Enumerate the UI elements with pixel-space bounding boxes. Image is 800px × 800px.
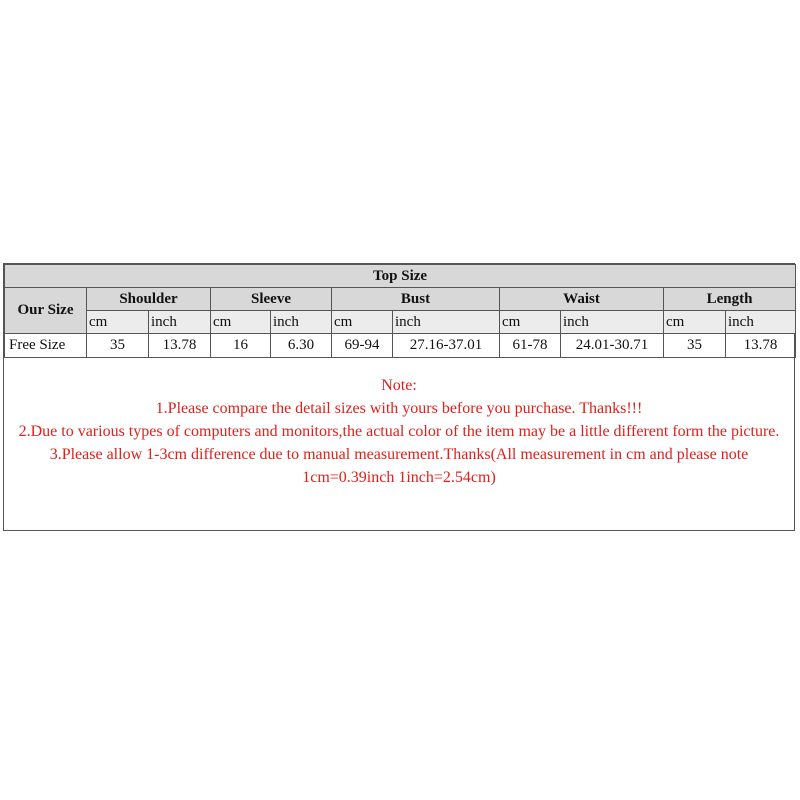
- size-cell: Free Size: [5, 334, 87, 358]
- value-cell: 6.30: [271, 334, 332, 358]
- unit-cell: cm: [664, 311, 726, 334]
- value-cell: 13.78: [726, 334, 796, 358]
- size-chart: [3, 263, 795, 531]
- column-header-sleeve: Sleeve: [211, 288, 332, 311]
- value-cell: 69-94: [332, 334, 393, 358]
- note-line-2: 2.Due to various types of computers and monitors,the actual color of the item may be a little different form the picture.: [18, 423, 780, 440]
- table-title: Top Size: [5, 265, 796, 288]
- column-header-shoulder: Shoulder: [87, 288, 211, 311]
- unit-cell: inch: [393, 311, 500, 334]
- value-cell: 61-78: [500, 334, 561, 358]
- notes-block: [4, 374, 794, 489]
- unit-cell: inch: [561, 311, 664, 334]
- value-cell: 16: [211, 334, 271, 358]
- unit-cell: cm: [87, 311, 149, 334]
- value-cell: 35: [664, 334, 726, 358]
- unit-cell: cm: [211, 311, 271, 334]
- unit-cell: inch: [149, 311, 211, 334]
- unit-cell: inch: [726, 311, 796, 334]
- table-row: [5, 334, 796, 358]
- our-size-header: Our Size: [5, 288, 87, 334]
- value-cell: 27.16-37.01: [393, 334, 500, 358]
- value-cell: 24.01-30.71: [561, 334, 664, 358]
- column-header-waist: Waist: [500, 288, 664, 311]
- column-header-bust: Bust: [332, 288, 500, 311]
- value-cell: 35: [87, 334, 149, 358]
- column-header-length: Length: [664, 288, 796, 311]
- value-cell: 13.78: [149, 334, 211, 358]
- note-line-3: 3.Please allow 1-3cm difference due to manual measurement.Thanks(All measurement in cm and please note 1cm=0.39inch 1inch=2.54cm): [49, 446, 749, 486]
- size-table: [4, 264, 796, 358]
- note-heading: Note:: [381, 377, 417, 394]
- unit-cell: cm: [500, 311, 561, 334]
- unit-cell: inch: [271, 311, 332, 334]
- note-line-1: 1.Please compare the detail sizes with yours before you purchase. Thanks!!!: [155, 400, 643, 417]
- unit-cell: cm: [332, 311, 393, 334]
